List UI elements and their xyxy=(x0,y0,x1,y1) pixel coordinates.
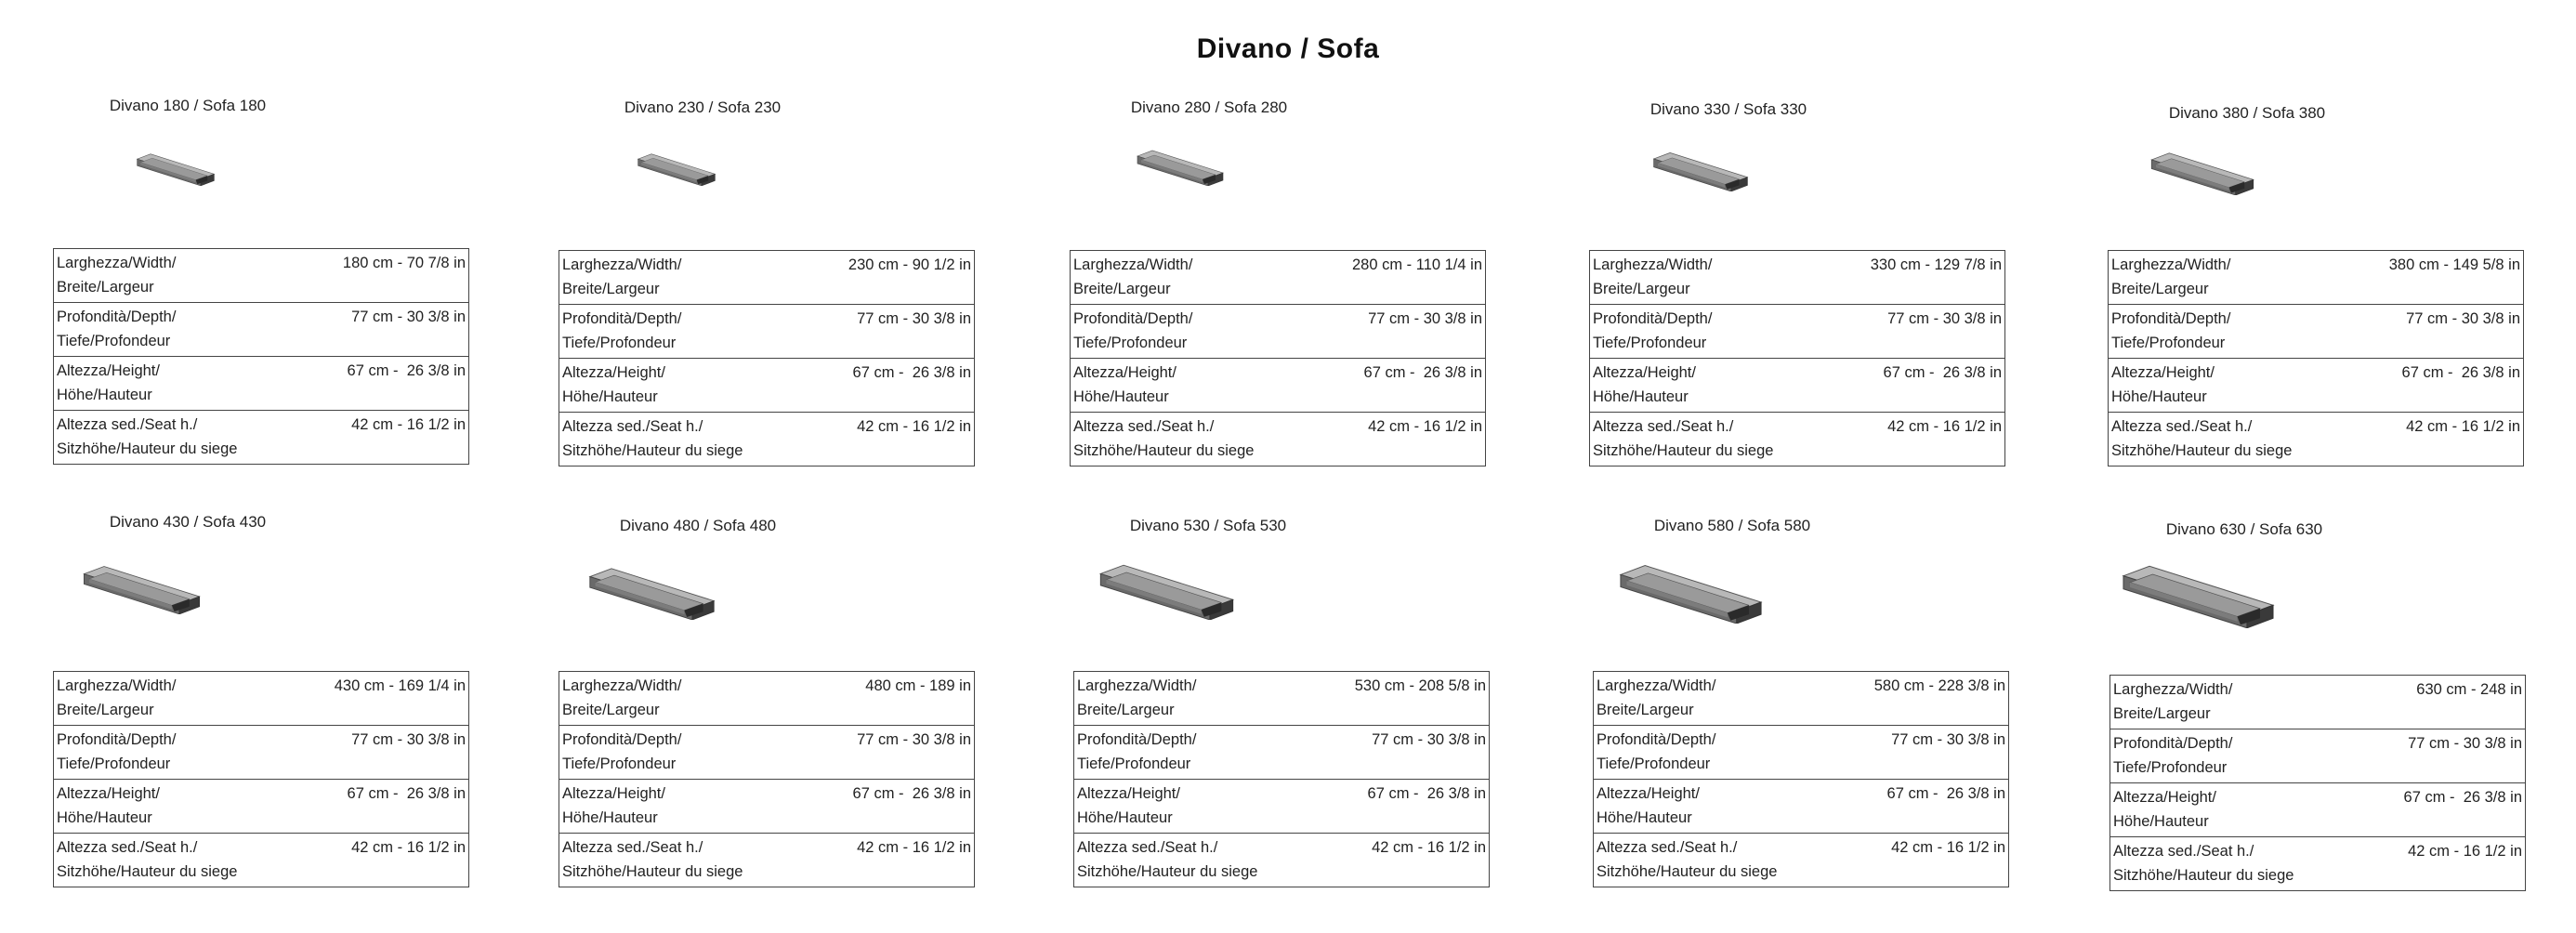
sofa-icon xyxy=(585,563,719,624)
seat-value: 42 cm - 16 1/2 in xyxy=(1313,834,1489,887)
depth-value: 77 cm - 30 3/8 in xyxy=(1833,726,2008,780)
dimension-table xyxy=(559,250,975,466)
table-row xyxy=(1590,359,2005,413)
sofa-icon xyxy=(2147,149,2258,200)
width-value: 530 cm - 208 5/8 in xyxy=(1313,672,1489,726)
width-label: Larghezza/Width/ Breite/Largeur xyxy=(559,251,806,305)
width-value: 380 cm - 149 5/8 in xyxy=(2347,251,2523,305)
depth-label: Profondità/Depth/ Tiefe/Profondeur xyxy=(559,726,808,780)
table-row xyxy=(54,834,469,887)
sofa-icon xyxy=(1614,559,1768,628)
table-row xyxy=(1074,672,1490,726)
sofa-icon xyxy=(1095,559,1239,624)
table-row xyxy=(54,411,469,465)
depth-value: 77 cm - 30 3/8 in xyxy=(808,726,975,780)
table-row xyxy=(1074,834,1490,887)
table-row xyxy=(1594,726,2009,780)
depth-label: Profondità/Depth/ Tiefe/Profondeur xyxy=(1074,726,1314,780)
table-row xyxy=(2110,676,2526,729)
sofa-icon xyxy=(79,561,204,619)
model-title: Divano 430 / Sofa 430 xyxy=(109,513,267,531)
table-row xyxy=(54,726,469,780)
seat-label: Altezza sed./Seat h./ Sitzhöhe/Hauteur du siege xyxy=(1074,834,1314,887)
seat-value: 42 cm - 16 1/2 in xyxy=(1829,413,2004,466)
model-title: Divano 530 / Sofa 530 xyxy=(1129,517,1287,534)
sofa-icon xyxy=(2117,559,2280,633)
width-label: Larghezza/Width/ Breite/Largeur xyxy=(54,249,300,303)
depth-value: 77 cm - 30 3/8 in xyxy=(1313,726,1489,780)
seat-value: 42 cm - 16 1/2 in xyxy=(1310,413,1486,466)
depth-value: 77 cm - 30 3/8 in xyxy=(2359,729,2526,783)
seat-value: 42 cm - 16 1/2 in xyxy=(808,834,975,887)
table-row xyxy=(2109,305,2524,359)
table-row xyxy=(2110,837,2526,891)
table-row xyxy=(1071,413,1486,466)
table-row xyxy=(1594,672,2009,726)
table-row xyxy=(54,357,469,411)
height-label: Altezza/Height/ Höhe/Hauteur xyxy=(1594,780,1833,834)
width-label: Larghezza/Width/ Breite/Largeur xyxy=(1071,251,1311,305)
height-value: 67 cm - 26 3/8 in xyxy=(2347,359,2523,413)
depth-value: 77 cm - 30 3/8 in xyxy=(2347,305,2523,359)
depth-label: Profondità/Depth/ Tiefe/Profondeur xyxy=(1594,726,1833,780)
height-value: 67 cm - 26 3/8 in xyxy=(805,359,974,413)
height-value: 67 cm - 26 3/8 in xyxy=(1310,359,1486,413)
table-row xyxy=(559,834,975,887)
page-title: Divano / Sofa xyxy=(1196,33,1380,64)
model-title: Divano 280 / Sofa 280 xyxy=(1130,99,1288,116)
model-title: Divano 330 / Sofa 330 xyxy=(1649,100,1807,118)
table-row xyxy=(559,780,975,834)
model-title: Divano 630 / Sofa 630 xyxy=(2165,520,2323,538)
width-label: Larghezza/Width/ Breite/Largeur xyxy=(1074,672,1314,726)
width-value: 430 cm - 169 1/4 in xyxy=(293,672,468,726)
dimension-table xyxy=(559,671,975,887)
width-label: Larghezza/Width/ Breite/Largeur xyxy=(54,672,294,726)
dimension-table xyxy=(1593,671,2009,887)
dimension-table xyxy=(2109,675,2526,891)
width-value: 230 cm - 90 1/2 in xyxy=(805,251,974,305)
table-row xyxy=(559,359,975,413)
seat-value: 42 cm - 16 1/2 in xyxy=(293,834,468,887)
width-label: Larghezza/Width/ Breite/Largeur xyxy=(2109,251,2348,305)
depth-value: 77 cm - 30 3/8 in xyxy=(805,305,974,359)
table-row xyxy=(559,672,975,726)
depth-label: Profondità/Depth/ Tiefe/Profondeur xyxy=(54,726,294,780)
table-row xyxy=(1590,413,2005,466)
sofa-icon xyxy=(1649,149,1752,196)
dimension-table xyxy=(2108,250,2524,466)
width-label: Larghezza/Width/ Breite/Largeur xyxy=(1590,251,1830,305)
table-row xyxy=(54,780,469,834)
table-row xyxy=(559,726,975,780)
height-value: 67 cm - 26 3/8 in xyxy=(2359,783,2526,837)
seat-value: 42 cm - 16 1/2 in xyxy=(2359,837,2526,891)
dimension-table xyxy=(1073,671,1490,887)
model-title: Divano 230 / Sofa 230 xyxy=(624,99,782,116)
table-row xyxy=(1074,780,1490,834)
height-value: 67 cm - 26 3/8 in xyxy=(1833,780,2008,834)
table-row xyxy=(2109,359,2524,413)
table-row xyxy=(1071,251,1486,305)
height-value: 67 cm - 26 3/8 in xyxy=(808,780,975,834)
width-value: 580 cm - 228 3/8 in xyxy=(1833,672,2008,726)
depth-value: 77 cm - 30 3/8 in xyxy=(1310,305,1486,359)
height-value: 67 cm - 26 3/8 in xyxy=(1829,359,2004,413)
sofa-icon xyxy=(635,151,718,191)
dimension-table xyxy=(1070,250,1486,466)
height-label: Altezza/Height/ Höhe/Hauteur xyxy=(2110,783,2359,837)
depth-value: 77 cm - 30 3/8 in xyxy=(299,303,468,357)
sofa-icon xyxy=(1134,147,1227,191)
depth-value: 77 cm - 30 3/8 in xyxy=(293,726,468,780)
table-row xyxy=(559,251,975,305)
width-value: 330 cm - 129 7/8 in xyxy=(1829,251,2004,305)
height-label: Altezza/Height/ Höhe/Hauteur xyxy=(559,780,808,834)
sofa-icon xyxy=(134,151,217,191)
table-row xyxy=(54,249,469,303)
table-row xyxy=(1071,359,1486,413)
seat-label: Altezza sed./Seat h./ Sitzhöhe/Hauteur du siege xyxy=(1590,413,1830,466)
seat-label: Altezza sed./Seat h./ Sitzhöhe/Hauteur du siege xyxy=(54,834,294,887)
width-value: 180 cm - 70 7/8 in xyxy=(299,249,468,303)
seat-label: Altezza sed./Seat h./ Sitzhöhe/Hauteur du siege xyxy=(2110,837,2359,891)
height-label: Altezza/Height/ Höhe/Hauteur xyxy=(1071,359,1311,413)
table-row xyxy=(54,303,469,357)
table-row xyxy=(2110,783,2526,837)
table-row xyxy=(1594,834,2009,887)
seat-label: Altezza sed./Seat h./ Sitzhöhe/Hauteur du siege xyxy=(1071,413,1311,466)
depth-label: Profondità/Depth/ Tiefe/Profondeur xyxy=(2109,305,2348,359)
table-row xyxy=(559,305,975,359)
width-label: Larghezza/Width/ Breite/Largeur xyxy=(2110,676,2359,729)
height-label: Altezza/Height/ Höhe/Hauteur xyxy=(2109,359,2348,413)
seat-value: 42 cm - 16 1/2 in xyxy=(299,411,468,465)
depth-label: Profondità/Depth/ Tiefe/Profondeur xyxy=(1590,305,1830,359)
seat-value: 42 cm - 16 1/2 in xyxy=(805,413,974,466)
width-value: 280 cm - 110 1/4 in xyxy=(1310,251,1486,305)
depth-value: 77 cm - 30 3/8 in xyxy=(1829,305,2004,359)
table-row xyxy=(2109,413,2524,466)
height-label: Altezza/Height/ Höhe/Hauteur xyxy=(54,780,294,834)
seat-label: Altezza sed./Seat h./ Sitzhöhe/Hauteur du siege xyxy=(559,413,806,466)
width-value: 630 cm - 248 in xyxy=(2359,676,2526,729)
table-row xyxy=(1590,251,2005,305)
depth-label: Profondità/Depth/ Tiefe/Profondeur xyxy=(1071,305,1311,359)
seat-label: Altezza sed./Seat h./ Sitzhöhe/Hauteur du siege xyxy=(54,411,300,465)
model-title: Divano 580 / Sofa 580 xyxy=(1653,517,1811,534)
height-value: 67 cm - 26 3/8 in xyxy=(299,357,468,411)
model-title: Divano 180 / Sofa 180 xyxy=(109,97,267,114)
table-row xyxy=(1594,780,2009,834)
model-title: Divano 380 / Sofa 380 xyxy=(2168,104,2326,122)
height-label: Altezza/Height/ Höhe/Hauteur xyxy=(559,359,806,413)
height-value: 67 cm - 26 3/8 in xyxy=(293,780,468,834)
seat-label: Altezza sed./Seat h./ Sitzhöhe/Hauteur du siege xyxy=(559,834,808,887)
width-label: Larghezza/Width/ Breite/Largeur xyxy=(559,672,808,726)
depth-label: Profondità/Depth/ Tiefe/Profondeur xyxy=(54,303,300,357)
seat-value: 42 cm - 16 1/2 in xyxy=(2347,413,2523,466)
dimension-table xyxy=(53,671,469,887)
table-row xyxy=(1074,726,1490,780)
seat-value: 42 cm - 16 1/2 in xyxy=(1833,834,2008,887)
table-row xyxy=(2109,251,2524,305)
depth-label: Profondità/Depth/ Tiefe/Profondeur xyxy=(559,305,806,359)
table-row xyxy=(54,672,469,726)
height-label: Altezza/Height/ Höhe/Hauteur xyxy=(54,357,300,411)
table-row xyxy=(1590,305,2005,359)
seat-label: Altezza sed./Seat h./ Sitzhöhe/Hauteur du siege xyxy=(2109,413,2348,466)
height-label: Altezza/Height/ Höhe/Hauteur xyxy=(1590,359,1830,413)
depth-label: Profondità/Depth/ Tiefe/Profondeur xyxy=(2110,729,2359,783)
width-label: Larghezza/Width/ Breite/Largeur xyxy=(1594,672,1833,726)
height-label: Altezza/Height/ Höhe/Hauteur xyxy=(1074,780,1314,834)
model-title: Divano 480 / Sofa 480 xyxy=(619,517,777,534)
seat-label: Altezza sed./Seat h./ Sitzhöhe/Hauteur du siege xyxy=(1594,834,1833,887)
width-value: 480 cm - 189 in xyxy=(808,672,975,726)
table-row xyxy=(2110,729,2526,783)
dimension-table xyxy=(1589,250,2005,466)
table-row xyxy=(559,413,975,466)
table-row xyxy=(1071,305,1486,359)
dimension-table xyxy=(53,248,469,465)
height-value: 67 cm - 26 3/8 in xyxy=(1313,780,1489,834)
